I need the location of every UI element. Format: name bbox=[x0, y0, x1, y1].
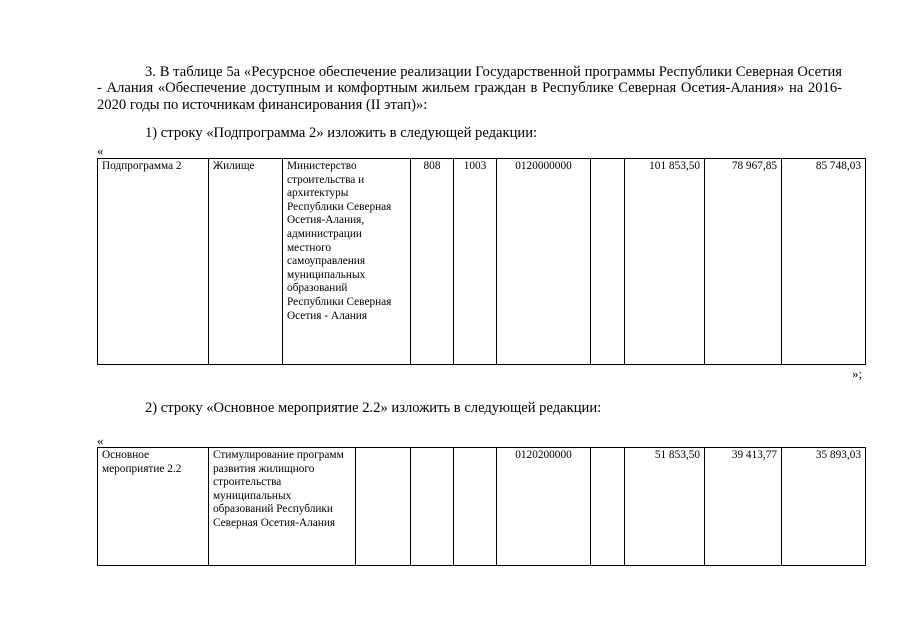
intro-paragraph bbox=[97, 64, 842, 113]
row-value1-cell: 101 853,50 bbox=[625, 159, 705, 365]
row-grbs-cell: 808 bbox=[411, 159, 454, 365]
row-name-cell: Подпрограмма 2 bbox=[98, 159, 209, 365]
intro-number: 3. bbox=[145, 64, 156, 80]
item1-heading: 1) строку «Подпрограмма 2» изложить в следующей редакции: bbox=[145, 125, 538, 141]
row-vr-cell bbox=[591, 448, 625, 566]
row-executor-cell: Министерство строительства и архитектуры Республики Северная Осетия-Алания, администрации местного самоуправления муниципальных образований Республики Северная Осетия - Алания bbox=[283, 159, 411, 365]
row-value1-cell: 51 853,50 bbox=[625, 448, 705, 566]
item2-heading: 2) строку «Основное мероприятие 2.2» изложить в следующей редакции: bbox=[145, 400, 602, 416]
row-value2-cell: 39 413,77 bbox=[705, 448, 782, 566]
table-row bbox=[98, 159, 866, 365]
row-rzpr-cell bbox=[454, 448, 497, 566]
row-executor-cell bbox=[356, 448, 411, 566]
row-csr-cell: 0120200000 bbox=[497, 448, 591, 566]
item2-open-quote: « bbox=[97, 433, 104, 448]
subprogram2-table bbox=[97, 158, 866, 365]
row-value2-cell: 78 967,85 bbox=[705, 159, 782, 365]
intro-text: В таблице 5а «Ресурсное обеспечение реализации Государственной программы Республики Северная Осетия - Алания «Обеспечение доступным и комфортным жильем граждан в Республике Северная Осетия-Алания» на 2016-2020 годы по источникам финансирования (II этап)»: bbox=[97, 64, 842, 113]
row-vr-cell bbox=[591, 159, 625, 365]
main-event-2-2-table bbox=[97, 447, 866, 566]
item1-open-quote: « bbox=[97, 143, 104, 158]
row-value3-cell: 35 893,03 bbox=[782, 448, 866, 566]
row-title-cell: Стимулирование программ развития жилищного строительства муниципальных образований Республики Северная Осетия-Алания bbox=[209, 448, 356, 566]
row-rzpr-cell: 1003 bbox=[454, 159, 497, 365]
item1-close-quote: »; bbox=[852, 366, 863, 381]
row-grbs-cell bbox=[411, 448, 454, 566]
row-name-cell: Основное мероприятие 2.2 bbox=[98, 448, 209, 566]
table-row bbox=[98, 448, 866, 566]
row-title-cell: Жилище bbox=[209, 159, 283, 365]
row-value3-cell: 85 748,03 bbox=[782, 159, 866, 365]
row-csr-cell: 0120000000 bbox=[497, 159, 591, 365]
